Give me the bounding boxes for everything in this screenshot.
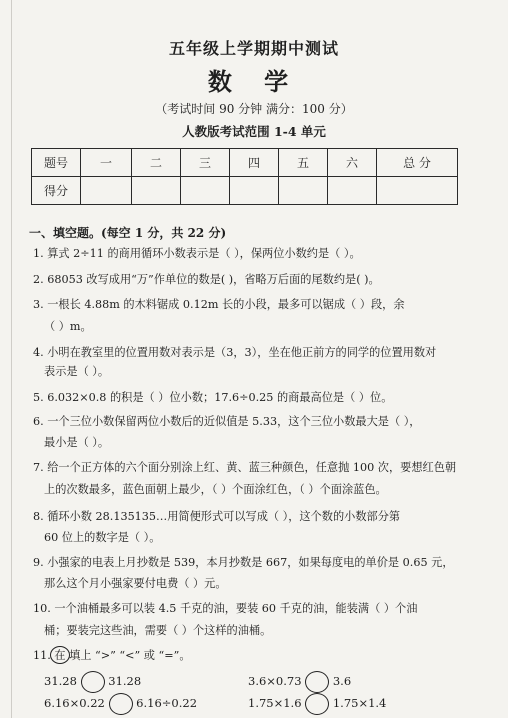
question-line: 4. 小明在教室里的位置用数对表示是（3，3），坐在他正前方的同学的位置用数对 xyxy=(33,346,437,359)
question-line: 1. 算式 2÷11 的商用循环小数表示是（ ），保两位小数约是（ ）。 xyxy=(33,247,361,260)
score-table-header-row xyxy=(32,149,458,177)
question-line: 最小是（ ）。 xyxy=(44,436,110,449)
score-blank[interactable] xyxy=(279,177,328,205)
question-line: 桶；要装完这些油，需要（ ）个这样的油桶。 xyxy=(44,624,272,637)
compare-left: 1.75×1.6 xyxy=(248,696,302,710)
score-cell: 题号 xyxy=(32,149,81,177)
score-cell: 二 xyxy=(132,149,181,177)
score-cell: 六 xyxy=(328,149,377,177)
question-line: 8. 循环小数 28.135135…用简便形式可以写成（ ），这个数的小数部分第 xyxy=(33,510,401,523)
exam-scope: 人教版考试范围 1-4 单元 xyxy=(182,124,326,139)
score-blank[interactable] xyxy=(132,177,181,205)
question-line: 表示是（ ）。 xyxy=(44,365,110,378)
compare-right: 3.6 xyxy=(332,674,352,688)
question-line: 3. 一根长 4.88m 的木料锯成 0.12m 长的小段，最多可以锯成（ ）段，余 xyxy=(33,298,405,311)
compare-right: 6.16÷0.22 xyxy=(136,696,198,710)
question-line: 上的次数最多，蓝色面朝上最少，（ ）个面涂红色，（ ）个面涂蓝色。 xyxy=(44,483,387,496)
score-cell: 四 xyxy=(230,149,279,177)
compare-blank[interactable] xyxy=(81,671,105,693)
question-line: 11. 在 填上 “>” “<” 或 “=”。 xyxy=(33,649,191,662)
compare-right: 1.75×1.4 xyxy=(332,696,387,710)
compare-left: 31.28 xyxy=(44,674,77,688)
compare-left: 6.16×0.22 xyxy=(44,696,105,710)
question-line: 9. 小强家的电表上月抄数是 539，本月抄数是 667，如果每度电的单价是 0.65 元， xyxy=(33,556,454,569)
score-cell: 总 分 xyxy=(377,149,458,177)
question-line: 2. 68053 改写成用“万”作单位的数是( )，省略万后面的尾数约是( )。 xyxy=(33,273,380,286)
question-line: 6. 一个三位小数保留两位小数后的近似值是 5.33，这个三位小数最大是（ ）， xyxy=(33,415,421,428)
question-line: 5. 6.032×0.8 的积是（ ）位小数；17.6÷0.25 的商最高位是（ ）位。 xyxy=(33,391,393,404)
compare-item xyxy=(44,692,197,715)
score-blank[interactable] xyxy=(230,177,279,205)
compare-blank[interactable] xyxy=(305,671,329,693)
score-table-score-row xyxy=(32,177,458,205)
exam-info: （考试时间 90 分钟 满分：100 分） xyxy=(155,102,353,116)
compare-left: 3.6×0.73 xyxy=(248,674,302,688)
compare-item xyxy=(44,670,141,693)
score-blank[interactable] xyxy=(181,177,230,205)
score-cell: 五 xyxy=(279,149,328,177)
score-row-label: 得分 xyxy=(32,177,81,205)
question-line: 那么这个月小强家要付电费（ ）元。 xyxy=(44,577,227,590)
question-line: 7. 给一个正方体的六个面分别涂上红、黄、蓝三种颜色，任意抛 100 次，要想红色朝 xyxy=(33,461,457,474)
question-line: 60 位上的数字是（ ）。 xyxy=(44,531,161,544)
compare-blank[interactable] xyxy=(109,693,133,715)
question-line: （ ）m。 xyxy=(44,320,92,333)
score-blank[interactable] xyxy=(81,177,132,205)
exam-title: 五年级上学期期中测试 xyxy=(168,39,339,58)
compare-circle-icon xyxy=(50,646,70,664)
question-line: 10. 一个油桶最多可以装 4.5 千克的油，要装 60 千克的油，能装满（ ）个油 xyxy=(33,602,418,615)
subject-title: 数 学 xyxy=(207,67,301,96)
score-cell: 三 xyxy=(181,149,230,177)
compare-item xyxy=(248,692,386,715)
compare-right: 31.28 xyxy=(108,674,142,688)
section-title: 一、填空题。(每空 1 分，共 22 分) xyxy=(29,226,227,240)
score-blank[interactable] xyxy=(377,177,458,205)
score-cell: 一 xyxy=(81,149,132,177)
compare-blank[interactable] xyxy=(305,693,329,715)
compare-item xyxy=(248,670,351,693)
score-blank[interactable] xyxy=(328,177,377,205)
score-table xyxy=(31,148,458,205)
